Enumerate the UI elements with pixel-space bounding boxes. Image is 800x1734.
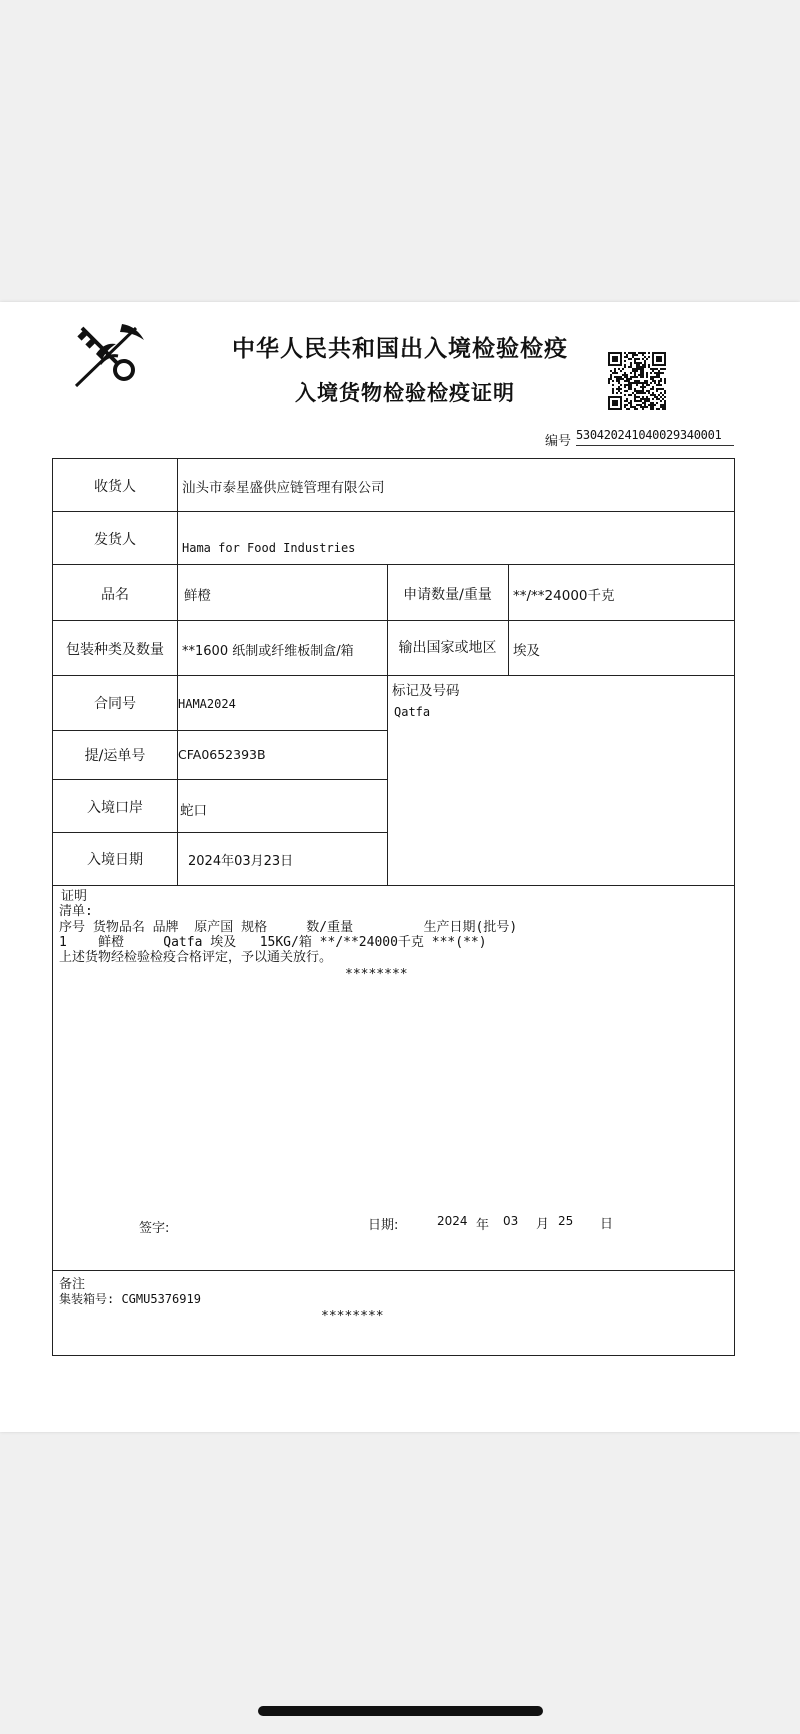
document-title: 中华人民共和国出入境检验检疫	[232, 336, 568, 362]
entry-port-label: 入境口岸	[87, 800, 143, 816]
entry-date-value: 2024年03月23日	[188, 854, 294, 869]
serial-number-label: 编号	[545, 434, 572, 449]
date-day: 25	[558, 1214, 574, 1228]
container-number: 集装箱号: CGMU5376919	[59, 1292, 201, 1306]
packaging-label: 包装种类及数量	[66, 642, 164, 658]
date-label: 日期:	[368, 1218, 399, 1233]
contract-number-value: HAMA2024	[178, 697, 236, 711]
consignor-label: 发货人	[94, 532, 136, 548]
goods-row: 1 鲜橙 Qatfa 埃及 15KG/箱 **/**24000千克 ***(**)	[59, 935, 487, 950]
bill-of-lading-value: CFA0652393B	[178, 747, 266, 762]
origin-country-value: 埃及	[513, 643, 540, 659]
quantity-label: 申请数量/重量	[403, 587, 492, 603]
marks-label: 标记及号码	[392, 683, 460, 699]
consignee-value: 汕头市泰星盛供应链管理有限公司	[182, 480, 385, 496]
certificate-page	[0, 302, 800, 1432]
serial-number-value: 530420241040029340001	[576, 428, 734, 446]
qr-code	[608, 352, 666, 410]
origin-country-label: 输出国家或地区	[398, 640, 497, 656]
signature-label: 签字:	[139, 1221, 170, 1236]
document-subtitle: 入境货物检验检疫证明	[295, 381, 515, 405]
bill-of-lading-label: 提/运单号	[84, 748, 146, 764]
marks-value: Qatfa	[394, 705, 431, 719]
year-char: 年	[476, 1218, 490, 1233]
product-name-value: 鲜橙	[184, 588, 211, 604]
entry-port-value: 蛇口	[180, 803, 207, 819]
date-month: 03	[503, 1214, 519, 1228]
certificate-heading: 证明	[61, 889, 88, 904]
certificate-stars: ********	[345, 967, 408, 982]
day-char: 日	[600, 1217, 614, 1232]
entry-date-label: 入境日期	[87, 852, 143, 868]
consignor-value: Hama for Food Industries	[182, 541, 356, 555]
list-label: 清单:	[59, 904, 93, 919]
goods-columns-header: 序号 货物品名 品牌 原产国 规格 数/重量 生产日期(批号)	[59, 920, 518, 935]
contract-number-label: 合同号	[94, 696, 136, 712]
month-char: 月	[536, 1217, 550, 1232]
certificate-statement: 上述货物经检验检疫合格评定，予以通关放行。	[59, 950, 333, 965]
remarks-heading: 备注	[59, 1277, 86, 1292]
remarks-stars: ********	[321, 1309, 384, 1324]
quantity-value: **/**24000千克	[513, 588, 615, 604]
consignee-label: 收货人	[94, 479, 136, 495]
certificate-form	[52, 458, 735, 1356]
date-year: 2024	[437, 1214, 468, 1228]
home-indicator[interactable]	[258, 1706, 543, 1716]
product-name-label: 品名	[101, 587, 129, 603]
packaging-value: **1600 纸制或纤维板制盒/箱	[182, 644, 354, 659]
